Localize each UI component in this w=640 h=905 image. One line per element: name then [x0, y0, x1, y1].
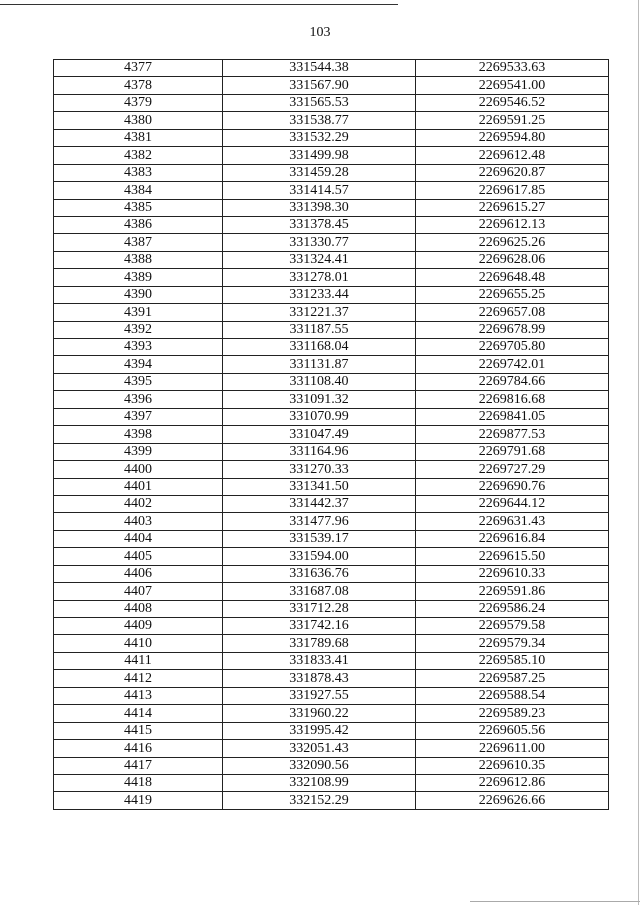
table-row [54, 426, 609, 443]
x-coordinate-cell: 331324.41 [223, 251, 416, 268]
table-row [54, 164, 609, 181]
point-number-cell: 4392 [54, 321, 223, 338]
x-coordinate-cell: 331341.50 [223, 478, 416, 495]
point-number-cell: 4387 [54, 234, 223, 251]
x-coordinate-cell: 331270.33 [223, 461, 416, 478]
x-coordinate-cell: 331091.32 [223, 391, 416, 408]
y-coordinate-cell: 2269678.99 [416, 321, 609, 338]
table-row [54, 774, 609, 791]
y-coordinate-cell: 2269589.23 [416, 705, 609, 722]
point-number-cell: 4394 [54, 356, 223, 373]
point-number-cell: 4378 [54, 77, 223, 94]
table-row [54, 478, 609, 495]
point-number-cell: 4402 [54, 495, 223, 512]
point-number-cell: 4412 [54, 670, 223, 687]
point-number-cell: 4397 [54, 408, 223, 425]
table-row [54, 513, 609, 530]
table-row [54, 495, 609, 512]
point-number-cell: 4383 [54, 164, 223, 181]
x-coordinate-cell: 332152.29 [223, 792, 416, 809]
point-number-cell: 4400 [54, 461, 223, 478]
point-number-cell: 4380 [54, 112, 223, 129]
table-row [54, 670, 609, 687]
x-coordinate-cell: 331789.68 [223, 635, 416, 652]
point-number-cell: 4382 [54, 147, 223, 164]
x-coordinate-cell: 331995.42 [223, 722, 416, 739]
y-coordinate-cell: 2269585.10 [416, 652, 609, 669]
table-row [54, 94, 609, 111]
x-coordinate-cell: 332090.56 [223, 757, 416, 774]
x-coordinate-cell: 331636.76 [223, 565, 416, 582]
y-coordinate-cell: 2269648.48 [416, 269, 609, 286]
point-number-cell: 4406 [54, 565, 223, 582]
point-number-cell: 4403 [54, 513, 223, 530]
y-coordinate-cell: 2269628.06 [416, 251, 609, 268]
table-row [54, 286, 609, 303]
y-coordinate-cell: 2269610.35 [416, 757, 609, 774]
y-coordinate-cell: 2269841.05 [416, 408, 609, 425]
x-coordinate-cell: 331687.08 [223, 583, 416, 600]
x-coordinate-cell: 331278.01 [223, 269, 416, 286]
y-coordinate-cell: 2269546.52 [416, 94, 609, 111]
bottom-rule [470, 901, 640, 902]
table-row [54, 792, 609, 809]
x-coordinate-cell: 331330.77 [223, 234, 416, 251]
point-number-cell: 4407 [54, 583, 223, 600]
point-number-cell: 4418 [54, 774, 223, 791]
y-coordinate-cell: 2269617.85 [416, 182, 609, 199]
y-coordinate-cell: 2269791.68 [416, 443, 609, 460]
y-coordinate-cell: 2269625.26 [416, 234, 609, 251]
y-coordinate-cell: 2269612.48 [416, 147, 609, 164]
table-row [54, 129, 609, 146]
y-coordinate-cell: 2269587.25 [416, 670, 609, 687]
x-coordinate-cell: 331878.43 [223, 670, 416, 687]
x-coordinate-cell: 331532.29 [223, 129, 416, 146]
x-coordinate-cell: 331833.41 [223, 652, 416, 669]
y-coordinate-cell: 2269742.01 [416, 356, 609, 373]
x-coordinate-cell: 331594.00 [223, 548, 416, 565]
x-coordinate-cell: 331567.90 [223, 77, 416, 94]
y-coordinate-cell: 2269727.29 [416, 461, 609, 478]
point-number-cell: 4385 [54, 199, 223, 216]
point-number-cell: 4417 [54, 757, 223, 774]
y-coordinate-cell: 2269588.54 [416, 687, 609, 704]
x-coordinate-cell: 331047.49 [223, 426, 416, 443]
table-row [54, 251, 609, 268]
y-coordinate-cell: 2269877.53 [416, 426, 609, 443]
x-coordinate-cell: 331960.22 [223, 705, 416, 722]
y-coordinate-cell: 2269605.56 [416, 722, 609, 739]
point-number-cell: 4411 [54, 652, 223, 669]
y-coordinate-cell: 2269579.34 [416, 635, 609, 652]
table-row [54, 216, 609, 233]
coordinates-table-body [54, 60, 609, 810]
y-coordinate-cell: 2269615.27 [416, 199, 609, 216]
x-coordinate-cell: 332108.99 [223, 774, 416, 791]
y-coordinate-cell: 2269705.80 [416, 339, 609, 356]
table-row [54, 77, 609, 94]
y-coordinate-cell: 2269690.76 [416, 478, 609, 495]
x-coordinate-cell: 331539.17 [223, 530, 416, 547]
x-coordinate-cell: 331221.37 [223, 304, 416, 321]
x-coordinate-cell: 331378.45 [223, 216, 416, 233]
table-row [54, 147, 609, 164]
table-row [54, 618, 609, 635]
table-row [54, 321, 609, 338]
y-coordinate-cell: 2269541.00 [416, 77, 609, 94]
y-coordinate-cell: 2269655.25 [416, 286, 609, 303]
point-number-cell: 4409 [54, 618, 223, 635]
x-coordinate-cell: 331131.87 [223, 356, 416, 373]
table-row [54, 112, 609, 129]
point-number-cell: 4405 [54, 548, 223, 565]
table-row [54, 583, 609, 600]
table-row [54, 548, 609, 565]
y-coordinate-cell: 2269657.08 [416, 304, 609, 321]
y-coordinate-cell: 2269591.25 [416, 112, 609, 129]
point-number-cell: 4419 [54, 792, 223, 809]
point-number-cell: 4395 [54, 373, 223, 390]
y-coordinate-cell: 2269784.66 [416, 373, 609, 390]
table-row [54, 722, 609, 739]
point-number-cell: 4389 [54, 269, 223, 286]
coordinates-table [53, 59, 609, 810]
x-coordinate-cell: 331070.99 [223, 408, 416, 425]
x-coordinate-cell: 331108.40 [223, 373, 416, 390]
x-coordinate-cell: 331187.55 [223, 321, 416, 338]
x-coordinate-cell: 331233.44 [223, 286, 416, 303]
y-coordinate-cell: 2269612.13 [416, 216, 609, 233]
table-row [54, 391, 609, 408]
table-row [54, 408, 609, 425]
y-coordinate-cell: 2269611.00 [416, 740, 609, 757]
table-row [54, 635, 609, 652]
x-coordinate-cell: 332051.43 [223, 740, 416, 757]
page-number: 103 [309, 25, 331, 40]
table-row [54, 705, 609, 722]
x-coordinate-cell: 331442.37 [223, 495, 416, 512]
point-number-cell: 4393 [54, 339, 223, 356]
x-coordinate-cell: 331712.28 [223, 600, 416, 617]
point-number-cell: 4379 [54, 94, 223, 111]
y-coordinate-cell: 2269612.86 [416, 774, 609, 791]
point-number-cell: 4398 [54, 426, 223, 443]
point-number-cell: 4410 [54, 635, 223, 652]
x-coordinate-cell: 331459.28 [223, 164, 416, 181]
point-number-cell: 4396 [54, 391, 223, 408]
y-coordinate-cell: 2269533.63 [416, 60, 609, 77]
table-row [54, 373, 609, 390]
point-number-cell: 4414 [54, 705, 223, 722]
table-row [54, 461, 609, 478]
table-row [54, 304, 609, 321]
point-number-cell: 4391 [54, 304, 223, 321]
y-coordinate-cell: 2269816.68 [416, 391, 609, 408]
x-coordinate-cell: 331565.53 [223, 94, 416, 111]
x-coordinate-cell: 331538.77 [223, 112, 416, 129]
point-number-cell: 4381 [54, 129, 223, 146]
point-number-cell: 4399 [54, 443, 223, 460]
point-number-cell: 4404 [54, 530, 223, 547]
table-row [54, 234, 609, 251]
point-number-cell: 4384 [54, 182, 223, 199]
x-coordinate-cell: 331398.30 [223, 199, 416, 216]
x-coordinate-cell: 331168.04 [223, 339, 416, 356]
point-number-cell: 4413 [54, 687, 223, 704]
table-row [54, 199, 609, 216]
y-coordinate-cell: 2269620.87 [416, 164, 609, 181]
y-coordinate-cell: 2269626.66 [416, 792, 609, 809]
point-number-cell: 4408 [54, 600, 223, 617]
point-number-cell: 4377 [54, 60, 223, 77]
point-number-cell: 4390 [54, 286, 223, 303]
x-coordinate-cell: 331742.16 [223, 618, 416, 635]
right-edge-rule [638, 0, 639, 905]
y-coordinate-cell: 2269610.33 [416, 565, 609, 582]
table-row [54, 339, 609, 356]
x-coordinate-cell: 331414.57 [223, 182, 416, 199]
y-coordinate-cell: 2269644.12 [416, 495, 609, 512]
point-number-cell: 4415 [54, 722, 223, 739]
table-row [54, 652, 609, 669]
x-coordinate-cell: 331477.96 [223, 513, 416, 530]
table-row [54, 565, 609, 582]
top-rule [0, 4, 398, 5]
y-coordinate-cell: 2269591.86 [416, 583, 609, 600]
y-coordinate-cell: 2269631.43 [416, 513, 609, 530]
y-coordinate-cell: 2269586.24 [416, 600, 609, 617]
x-coordinate-cell: 331544.38 [223, 60, 416, 77]
table-row [54, 530, 609, 547]
table-row [54, 356, 609, 373]
x-coordinate-cell: 331164.96 [223, 443, 416, 460]
table-row [54, 600, 609, 617]
x-coordinate-cell: 331927.55 [223, 687, 416, 704]
table-row [54, 740, 609, 757]
y-coordinate-cell: 2269615.50 [416, 548, 609, 565]
table-row [54, 60, 609, 77]
table-row [54, 757, 609, 774]
y-coordinate-cell: 2269579.58 [416, 618, 609, 635]
table-row [54, 269, 609, 286]
point-number-cell: 4388 [54, 251, 223, 268]
point-number-cell: 4401 [54, 478, 223, 495]
x-coordinate-cell: 331499.98 [223, 147, 416, 164]
table-row [54, 443, 609, 460]
y-coordinate-cell: 2269616.84 [416, 530, 609, 547]
point-number-cell: 4416 [54, 740, 223, 757]
point-number-cell: 4386 [54, 216, 223, 233]
table-row [54, 687, 609, 704]
table-row [54, 182, 609, 199]
y-coordinate-cell: 2269594.80 [416, 129, 609, 146]
